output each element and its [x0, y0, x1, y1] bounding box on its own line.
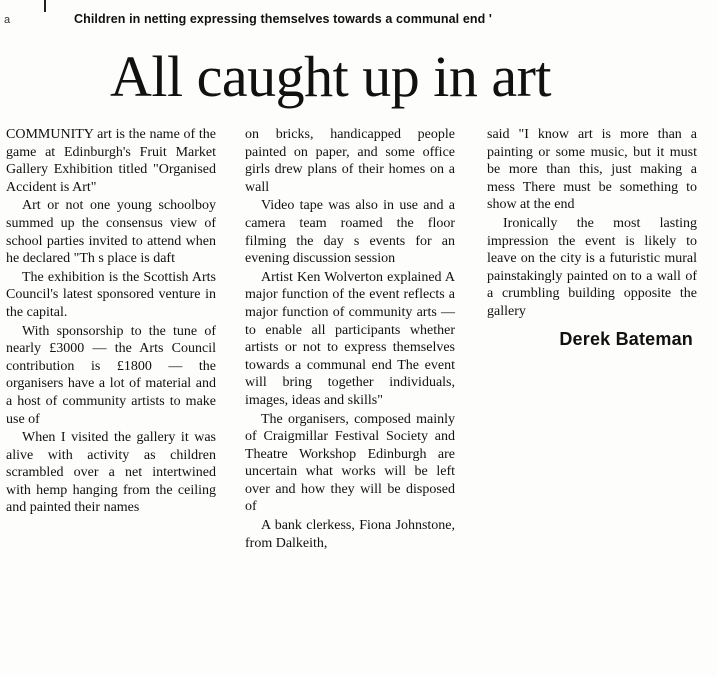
article-column-2: [245, 126, 455, 552]
byline: Derek Bateman: [559, 328, 693, 349]
paragraph: Video tape was also in use and a camera team roamed the floor filming the day s events for an evening discussion session: [245, 198, 455, 267]
paragraph: When I visited the gallery it was alive with activity as children scrambled over a net intertwined with hemp hanging from the ceiling and painted their names: [6, 430, 216, 516]
stray-mark: a: [4, 14, 11, 26]
paragraph: Artist Ken Wolverton explained A major function of the event reflects a major function of community arts — to enable all participants whether artists or not to express themselves towards a communal end The event will bring together individuals, images, ideas and skills": [245, 269, 455, 408]
paragraph: A bank clerkess, Fiona Johnstone, from Dalkeith,: [245, 518, 455, 551]
paragraph: COMMUNITY art is the name of the game at Edinburgh's Fruit Market Gallery Exhibition titled "Organised Accident is Art": [6, 127, 216, 195]
paragraph: said "I know art is more than a painting or some music, but it must be more than this, just making a mess There must be something to show at the end: [487, 127, 697, 213]
article-column-1: [6, 126, 216, 517]
paragraph: The organisers, composed mainly of Craigmillar Festival Society and Theatre Workshop Edinburgh are uncertain what works will be left over and how they will be disposed of: [245, 411, 455, 515]
column-rule-mark: [44, 0, 46, 12]
photo-caption: Children in netting expressing themselves towards a communal end ': [74, 12, 493, 26]
paragraph: on bricks, handicapped people painted on paper, and some office girls drew plans of their homes on a wall: [245, 127, 455, 195]
article-column-3: [487, 126, 697, 348]
headline: All caught up in art: [110, 44, 552, 109]
paragraph: Ironically the most lasting impression the event is likely to leave on the city is a futuristic mural painstakingly painted on to a wall of a crumbling building opposite the gallery: [487, 215, 697, 319]
paragraph: The exhibition is the Scottish Arts Council's latest sponsored venture in the capital.: [6, 269, 216, 320]
paragraph: With sponsorship to the tune of nearly £3000 — the Arts Council contribution is £1800 — the organisers have a lot of material and a host of community artists to make use of: [6, 323, 216, 427]
paragraph: Art or not one young schoolboy summed up the consensus view of school parties invited to attend when he declared "Th s place is daft: [6, 198, 216, 267]
